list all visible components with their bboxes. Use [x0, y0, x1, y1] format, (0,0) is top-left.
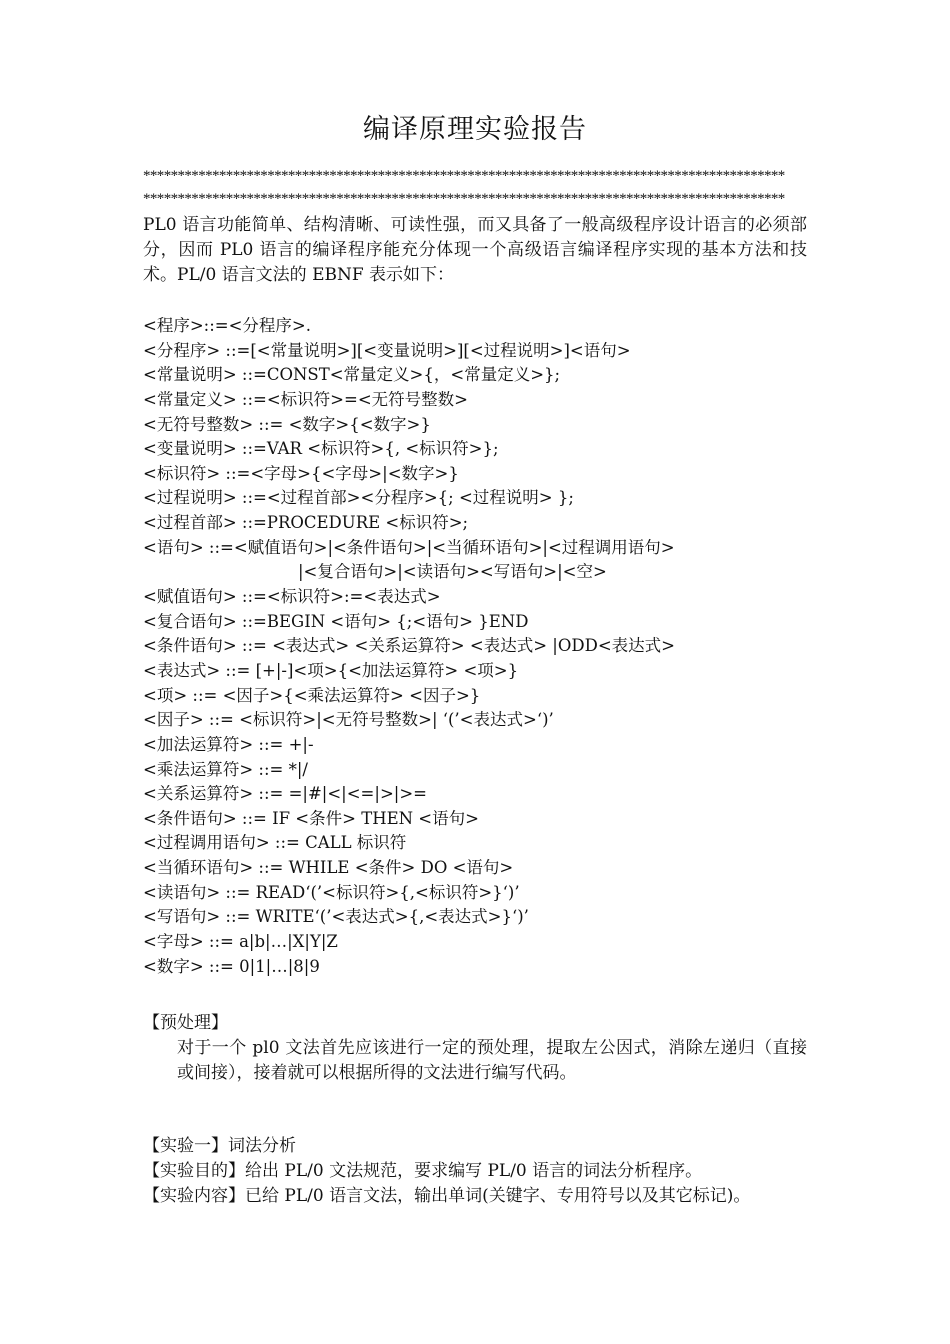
grammar-rule: <复合语句> ::=BEGIN <语句> {;<语句> }END — [143, 611, 529, 631]
ebnf-grammar — [143, 314, 807, 979]
grammar-rule: <程序>::=<分程序>. — [143, 316, 311, 335]
separator-line: ********************************************************************************************* — [143, 168, 785, 184]
experiment-content: 【实验内容】已给 PL/0 语言文法，输出单词(关键字、专用符号以及其它标记)。 — [143, 1186, 751, 1206]
grammar-rule: <条件语句> ::= IF <条件> THEN <语句> — [143, 808, 479, 828]
grammar-rule: <过程首部> ::=PROCEDURE <标识符>; — [143, 513, 469, 533]
grammar-rule: <标识符> ::=<字母>{<字母>|<数字>} — [143, 463, 459, 483]
grammar-rule: <条件语句> ::= <表达式> <关系运算符> <表达式> |ODD<表达式> — [143, 636, 675, 656]
preprocess-heading: 【预处理】 — [143, 1013, 228, 1033]
grammar-rule: <读语句> ::= READ‘(’<标识符>{,<标识符>}‘)’ — [143, 882, 520, 902]
experiment-section — [143, 1134, 823, 1209]
grammar-rule: <关系运算符> ::= =|#|<|<=|>|>= — [143, 784, 427, 804]
grammar-rule: <无符号整数> ::= <数字>{<数字>} — [143, 414, 431, 434]
grammar-rule: <常量说明> ::=CONST<常量定义>{，<常量定义>}; — [143, 365, 561, 385]
experiment-purpose: 【实验目的】给出 PL/0 文法规范，要求编写 PL/0 语言的词法分析程序。 — [143, 1161, 703, 1181]
grammar-rule: <语句> ::=<赋值语句>|<条件语句>|<当循环语句>|<过程调用语句> — [143, 537, 675, 557]
grammar-rule: <赋值语句> ::=<标识符>:=<表达式> — [143, 587, 441, 607]
grammar-rule: <常量定义> ::=<标识符>=<无符号整数> — [143, 389, 468, 409]
grammar-rule: <项> ::= <因子>{<乘法运算符> <因子>} — [143, 685, 481, 705]
grammar-rule: <当循环语句> ::= WHILE <条件> DO <语句> — [143, 858, 514, 878]
grammar-rule: <因子> ::= <标识符>|<无符号整数>| ‘(’<表达式>‘)’ — [143, 710, 554, 730]
document-title: 编译原理实验报告 — [363, 114, 587, 145]
separator-line: ********************************************************************************************* — [143, 191, 785, 207]
grammar-rule-continuation: |<复合语句>|<读语句><写语句>|<空> — [298, 562, 607, 582]
grammar-rule: <数字> ::= 0|1|…|8|9 — [143, 956, 320, 976]
grammar-rule: <加法运算符> ::= +|- — [143, 734, 314, 754]
grammar-rule: <变量说明> ::=VAR <标识符>{, <标识符>}; — [143, 439, 499, 459]
experiment-title: 【实验一】词法分析 — [143, 1136, 296, 1156]
grammar-rule: <分程序> ::=[<常量说明>][<变量说明>][<过程说明>]<语句> — [143, 340, 631, 360]
grammar-rule: <过程调用语句> ::= CALL 标识符 — [143, 833, 407, 853]
grammar-rule: <写语句> ::= WRITE‘(’<表达式>{,<表达式>}‘)’ — [143, 907, 529, 927]
intro-paragraph: PL0 语言功能简单、结构清晰、可读性强，而又具备了一般高级程序设计语言的必须部分，因而 PL0 语言的编译程序能充分体现一个高级语言编译程序实现的基本方法和技术。PL/0 语言文法的 EBNF 表示如下： — [143, 215, 807, 285]
preprocess-paragraph: 对于一个 pl0 文法首先应该进行一定的预处理，提取左公因式，消除左递归（直接或间接），接着就可以根据所得的文法进行编写代码。 — [177, 1038, 807, 1083]
grammar-rule: <过程说明> ::=<过程首部><分程序>{; <过程说明> }; — [143, 488, 574, 508]
grammar-rule: <乘法运算符> ::= *|/ — [143, 759, 308, 779]
grammar-rule: <字母> ::= a|b|…|X|Y|Z — [143, 932, 338, 952]
grammar-rule: <表达式> ::= [+|-]<项>{<加法运算符> <项>} — [143, 660, 519, 680]
